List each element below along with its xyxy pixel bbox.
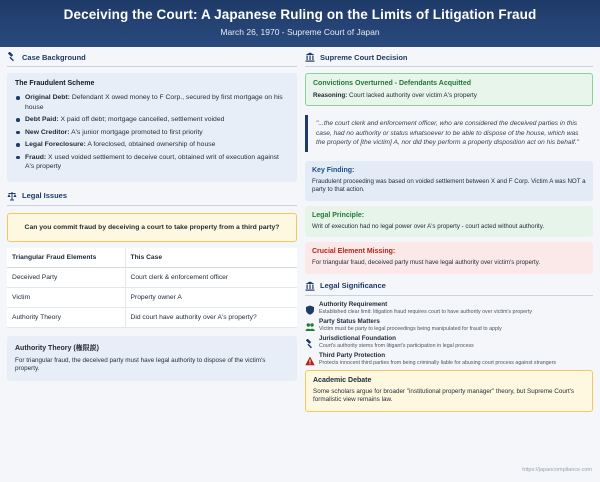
fraudulent-scheme-box [7,73,297,182]
footer-url: https://japancompliance.com [522,467,592,473]
page-title: Deceiving the Court: A Japanese Ruling on the Limits of Litigation Fraud [63,7,537,22]
table-header-row [7,248,297,268]
scale-icon [7,191,17,201]
legal-issues-heading: Legal Issues [7,191,297,206]
users-icon [305,319,315,329]
theory-text: For triangular fraud, the deceived party must have legal authority to dispose of the victim's property. [15,356,266,372]
list-item: Party Status Matters Victim must be party to legal proceedings being manipulated for fraud to apply [305,318,593,332]
shield-icon [305,302,315,312]
list-item: Third Party Protection Protects innocent third parties from being criminally liable for abusing court process against strangers [305,352,593,366]
verdict-box [305,73,593,106]
column-header: This Case [125,248,297,268]
court-quote: "...the court clerk and enforcement officer, who are considered the deceived parties in this case, had no authority or status whatsoever to be able to dispose of the house, which was the property of [the victim] A, nor did they perform a property disposition act on his behalf." [305,115,593,152]
decision-heading: Supreme Court Decision [305,52,593,67]
theory-title: Authority Theory (権限説) [15,344,99,352]
table-row: Authority Theory Did court have authority over A's property? [7,307,297,327]
significance-heading: Legal Significance [305,281,593,296]
page-header [0,0,600,47]
crucial-element-box: Crucial Element Missing: For triangular fraud, deceived party must have legal authority over victim's property. [305,242,593,274]
gavel-icon [7,52,17,62]
key-question: Can you commit fraud by deceiving a court to take property from a third party? [7,213,297,242]
significance-list [305,301,593,366]
list-item: Authority Requirement Established clear limit: litigation fraud requires court to have authority over victim's property [305,301,593,315]
warning-icon [305,353,315,363]
courthouse-icon [305,52,315,62]
courthouse-icon [305,281,315,291]
key-finding-box: Key Finding: Fraudulent proceeding was based on voided settlement between X and F Corp. Victim A was NOT a party to that action. [305,161,593,201]
column-header: Triangular Fraud Elements [7,248,125,268]
case-background-heading: Case Background [7,52,297,67]
list-item: Legal Foreclosure: A foreclosed, obtained ownership of house [15,140,289,150]
academic-debate-box: Academic Debate Some scholars argue for broader "institutional property manager" theory, but Supreme Court's formalistic view remains law. [305,370,593,412]
left-column [7,52,297,381]
scheme-list [15,93,289,172]
table-row: Victim Property owner A [7,287,297,307]
table-row: Deceived Party Court clerk & enforcement officer [7,267,297,287]
list-item: Debt Paid: X paid off debt; mortgage cancelled, settlement voided [15,115,289,125]
page-subtitle: March 26, 1970 - Supreme Court of Japan [220,27,380,37]
list-item: Jurisdictional Foundation Court's authority stems from litigant's participation in legal process [305,335,593,349]
verdict-reasoning: Reasoning: Court lacked authority over victim A's property [313,92,477,99]
list-item: New Creditor: A's junior mortgage promoted to first priority [15,128,289,138]
list-item: Fraud: X used voided settlement to deceive court, obtained writ of execution against A's property [15,153,289,172]
legal-principle-box: Legal Principle: Writ of execution had no legal power over A's property - court acted without authority. [305,206,593,238]
list-item: Original Debt: Defendant X owed money to F Corp., secured by first mortgage on his house [15,93,289,112]
verdict-title: Convictions Overturned - Defendants Acquitted [313,80,472,87]
right-column [305,52,593,412]
fraud-elements-table [7,248,297,328]
authority-theory-box [7,336,297,381]
gavel-icon [305,336,315,346]
scheme-title: The Fraudulent Scheme [15,80,95,87]
